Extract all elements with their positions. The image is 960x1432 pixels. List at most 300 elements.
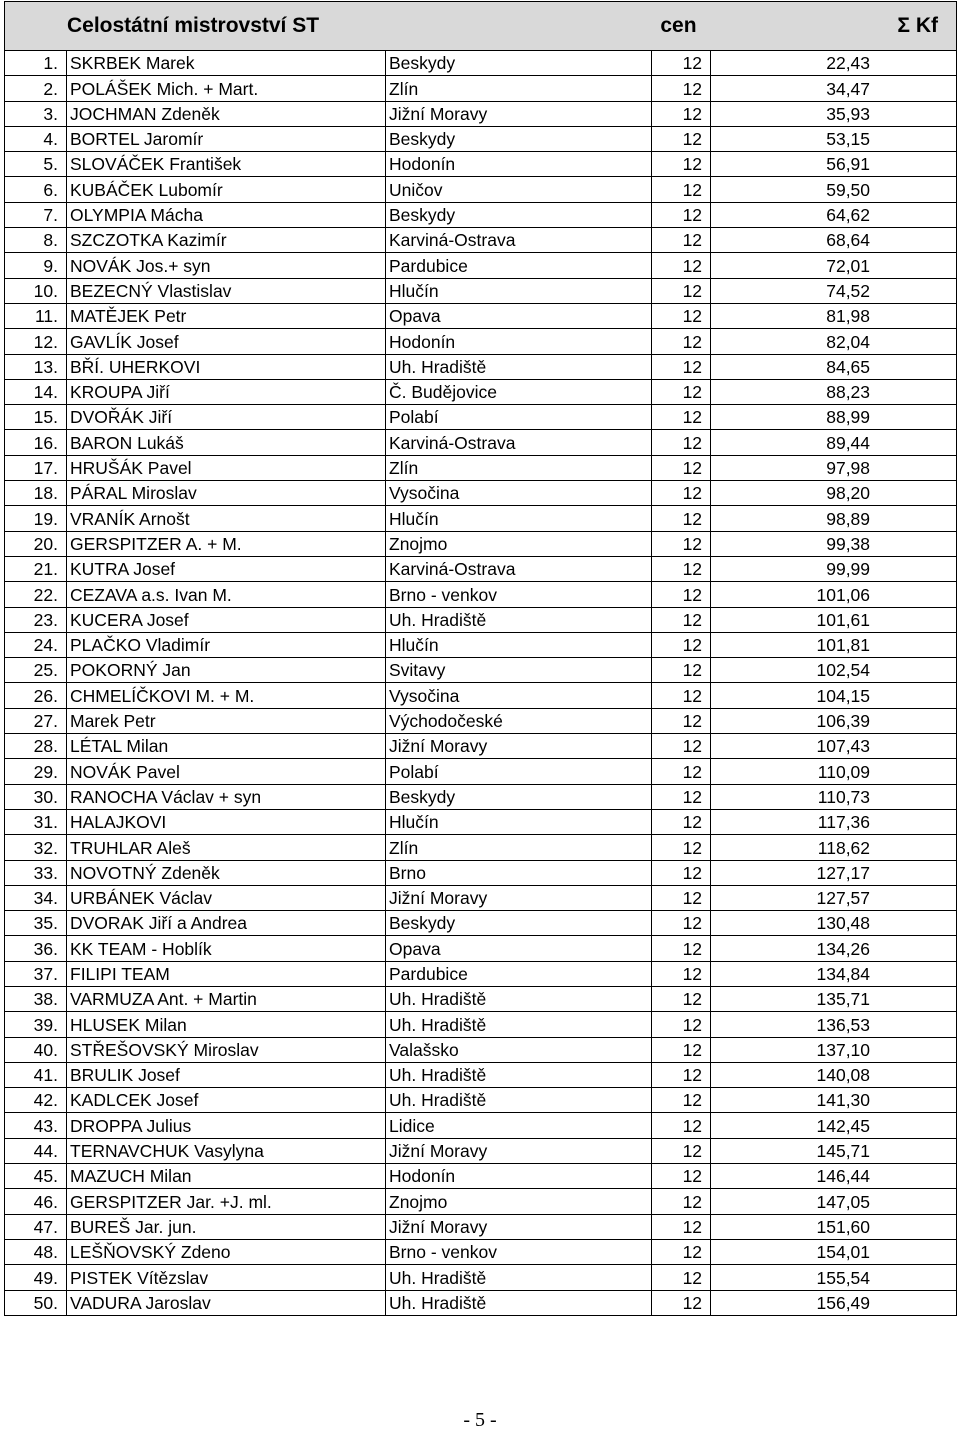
rank-cell: 1. (5, 51, 67, 76)
kf-cell: 98,20 (711, 481, 957, 506)
table-row (5, 632, 957, 657)
cen-cell: 12 (652, 1214, 711, 1239)
name-cell: TRUHLAR Aleš (67, 835, 386, 860)
kf-cell: 130,48 (711, 911, 957, 936)
cen-cell: 12 (652, 607, 711, 632)
kf-cell: 110,73 (711, 784, 957, 809)
kf-cell: 110,09 (711, 759, 957, 784)
kf-cell: 68,64 (711, 228, 957, 253)
kf-cell: 140,08 (711, 1062, 957, 1087)
rank-cell: 28. (5, 734, 67, 759)
name-cell: CHMELÍČKOVI M. + M. (67, 683, 386, 708)
cen-cell: 12 (652, 961, 711, 986)
table-row (5, 1037, 957, 1062)
rank-cell: 10. (5, 278, 67, 303)
club-cell: Pardubice (386, 253, 652, 278)
cen-cell: 12 (652, 809, 711, 834)
cen-cell: 12 (652, 253, 711, 278)
kf-cell: 59,50 (711, 177, 957, 202)
club-cell: Jižní Moravy (386, 885, 652, 910)
cen-cell: 12 (652, 303, 711, 328)
kf-cell: 118,62 (711, 835, 957, 860)
cen-cell: 12 (652, 278, 711, 303)
name-cell: HLUSEK Milan (67, 1012, 386, 1037)
cen-cell: 12 (652, 556, 711, 581)
rank-cell: 22. (5, 582, 67, 607)
club-cell: Znojmo (386, 1189, 652, 1214)
cen-cell: 12 (652, 1138, 711, 1163)
kf-cell: 101,06 (711, 582, 957, 607)
name-cell: KUTRA Josef (67, 556, 386, 581)
cen-cell: 12 (652, 101, 711, 126)
table-row (5, 76, 957, 101)
cen-cell: 12 (652, 1265, 711, 1290)
rank-cell: 49. (5, 1265, 67, 1290)
table-row (5, 253, 957, 278)
rank-cell: 13. (5, 354, 67, 379)
rank-cell: 47. (5, 1214, 67, 1239)
rank-cell: 11. (5, 303, 67, 328)
name-cell: PÁRAL Miroslav (67, 481, 386, 506)
table-row (5, 202, 957, 227)
kf-cell: 98,89 (711, 506, 957, 531)
cen-cell: 12 (652, 177, 711, 202)
rank-cell: 46. (5, 1189, 67, 1214)
table-row (5, 126, 957, 151)
rank-cell: 27. (5, 708, 67, 733)
rank-cell: 43. (5, 1113, 67, 1138)
cen-cell: 12 (652, 228, 711, 253)
cen-cell: 12 (652, 455, 711, 480)
name-cell: HALAJKOVI (67, 809, 386, 834)
rank-cell: 32. (5, 835, 67, 860)
kf-cell: 156,49 (711, 1290, 957, 1315)
page-number: - 5 - (463, 1409, 497, 1431)
cen-cell: 12 (652, 379, 711, 404)
rank-cell: 2. (5, 76, 67, 101)
name-cell: RANOCHA Václav + syn (67, 784, 386, 809)
cen-cell: 12 (652, 1239, 711, 1264)
name-cell: POLÁŠEK Mich. + Mart. (67, 76, 386, 101)
name-cell: VRANÍK Arnošt (67, 506, 386, 531)
cen-cell: 12 (652, 1113, 711, 1138)
kf-cell: 134,26 (711, 936, 957, 961)
kf-cell: 56,91 (711, 152, 957, 177)
club-cell: Hlučín (386, 278, 652, 303)
kf-cell: 155,54 (711, 1265, 957, 1290)
table-row (5, 531, 957, 556)
kf-cell: 151,60 (711, 1214, 957, 1239)
cen-cell: 12 (652, 936, 711, 961)
kf-cell: 117,36 (711, 809, 957, 834)
cen-cell: 12 (652, 632, 711, 657)
rank-cell: 18. (5, 481, 67, 506)
club-cell: Jižní Moravy (386, 734, 652, 759)
club-cell: Beskydy (386, 784, 652, 809)
table-row (5, 405, 957, 430)
kf-cell: 82,04 (711, 329, 957, 354)
table-row (5, 1062, 957, 1087)
kf-cell: 101,81 (711, 632, 957, 657)
club-cell: Uh. Hradiště (386, 1088, 652, 1113)
name-cell: TERNAVCHUK Vasylyna (67, 1138, 386, 1163)
table-row (5, 51, 957, 76)
kf-cell: 101,61 (711, 607, 957, 632)
name-cell: GERSPITZER Jar. +J. ml. (67, 1189, 386, 1214)
club-cell: Karviná-Ostrava (386, 228, 652, 253)
kf-cell: 147,05 (711, 1189, 957, 1214)
rank-cell: 36. (5, 936, 67, 961)
kf-cell: 74,52 (711, 278, 957, 303)
rank-cell: 40. (5, 1037, 67, 1062)
table-row (5, 1189, 957, 1214)
rank-cell: 44. (5, 1138, 67, 1163)
rank-cell: 29. (5, 759, 67, 784)
name-cell: SLOVÁČEK František (67, 152, 386, 177)
table-title: Celostátní mistrovství ST (5, 2, 652, 51)
club-cell: Karviná-Ostrava (386, 430, 652, 455)
club-cell: Beskydy (386, 126, 652, 151)
table-row (5, 911, 957, 936)
rank-cell: 21. (5, 556, 67, 581)
kf-cell: 99,99 (711, 556, 957, 581)
club-cell: Brno - venkov (386, 1239, 652, 1264)
club-cell: Hodonín (386, 329, 652, 354)
table-row (5, 506, 957, 531)
cen-cell: 12 (652, 759, 711, 784)
table-row (5, 228, 957, 253)
rank-cell: 45. (5, 1164, 67, 1189)
cen-cell: 12 (652, 152, 711, 177)
rank-cell: 19. (5, 506, 67, 531)
rank-cell: 17. (5, 455, 67, 480)
club-cell: Beskydy (386, 911, 652, 936)
kf-cell: 154,01 (711, 1239, 957, 1264)
table-row (5, 1239, 957, 1264)
club-cell: Znojmo (386, 531, 652, 556)
table-row (5, 1012, 957, 1037)
cen-cell: 12 (652, 1164, 711, 1189)
table-row (5, 734, 957, 759)
cen-cell: 12 (652, 430, 711, 455)
name-cell: DVORAK Jiří a Andrea (67, 911, 386, 936)
name-cell: PLAČKO Vladimír (67, 632, 386, 657)
rank-cell: 7. (5, 202, 67, 227)
club-cell: Uh. Hradiště (386, 354, 652, 379)
kf-cell: 89,44 (711, 430, 957, 455)
kf-cell: 134,84 (711, 961, 957, 986)
club-cell: Uh. Hradiště (386, 1290, 652, 1315)
club-cell: Uh. Hradiště (386, 1012, 652, 1037)
kf-cell: 137,10 (711, 1037, 957, 1062)
table-row (5, 683, 957, 708)
kf-cell: 136,53 (711, 1012, 957, 1037)
name-cell: DVOŘÁK Jiří (67, 405, 386, 430)
cen-cell: 12 (652, 582, 711, 607)
club-cell: Uh. Hradiště (386, 607, 652, 632)
name-cell: VARMUZA Ant. + Martin (67, 986, 386, 1011)
rank-cell: 23. (5, 607, 67, 632)
rank-cell: 8. (5, 228, 67, 253)
table-row (5, 329, 957, 354)
name-cell: NOVÁK Jos.+ syn (67, 253, 386, 278)
table-row (5, 860, 957, 885)
club-cell: Zlín (386, 76, 652, 101)
cen-cell: 12 (652, 354, 711, 379)
header-kf-sum: Σ Kf (711, 2, 957, 51)
kf-cell: 22,43 (711, 51, 957, 76)
rank-cell: 14. (5, 379, 67, 404)
name-cell: STŘEŠOVSKÝ Miroslav (67, 1037, 386, 1062)
club-cell: Lidice (386, 1113, 652, 1138)
club-cell: Hlučín (386, 809, 652, 834)
cen-cell: 12 (652, 1088, 711, 1113)
name-cell: KUBÁČEK Lubomír (67, 177, 386, 202)
club-cell: Hlučín (386, 506, 652, 531)
cen-cell: 12 (652, 1012, 711, 1037)
table-row (5, 582, 957, 607)
rank-cell: 38. (5, 986, 67, 1011)
kf-cell: 35,93 (711, 101, 957, 126)
cen-cell: 12 (652, 126, 711, 151)
club-cell: Uh. Hradiště (386, 1062, 652, 1087)
club-cell: Beskydy (386, 51, 652, 76)
table-row (5, 1088, 957, 1113)
table-row (5, 759, 957, 784)
rank-cell: 41. (5, 1062, 67, 1087)
kf-cell: 145,71 (711, 1138, 957, 1163)
club-cell: Opava (386, 936, 652, 961)
rank-cell: 33. (5, 860, 67, 885)
table-row (5, 607, 957, 632)
club-cell: Jižní Moravy (386, 101, 652, 126)
rank-cell: 34. (5, 885, 67, 910)
table-row (5, 658, 957, 683)
name-cell: LÉTAL Milan (67, 734, 386, 759)
table-row (5, 101, 957, 126)
name-cell: KROUPA Jiří (67, 379, 386, 404)
cen-cell: 12 (652, 1189, 711, 1214)
rank-cell: 26. (5, 683, 67, 708)
cen-cell: 12 (652, 76, 711, 101)
club-cell: Jižní Moravy (386, 1214, 652, 1239)
kf-cell: 102,54 (711, 658, 957, 683)
club-cell: Vysočina (386, 481, 652, 506)
cen-cell: 12 (652, 911, 711, 936)
rank-cell: 15. (5, 405, 67, 430)
table-row (5, 986, 957, 1011)
results-table (4, 1, 957, 1316)
name-cell: Marek Petr (67, 708, 386, 733)
cen-cell: 12 (652, 1062, 711, 1087)
rank-cell: 42. (5, 1088, 67, 1113)
cen-cell: 12 (652, 405, 711, 430)
club-cell: Zlín (386, 835, 652, 860)
kf-cell: 97,98 (711, 455, 957, 480)
table-row (5, 556, 957, 581)
name-cell: CEZAVA a.s. Ivan M. (67, 582, 386, 607)
table-row (5, 177, 957, 202)
kf-cell: 107,43 (711, 734, 957, 759)
rank-cell: 39. (5, 1012, 67, 1037)
table-row (5, 1265, 957, 1290)
kf-cell: 84,65 (711, 354, 957, 379)
club-cell: Polabí (386, 405, 652, 430)
cen-cell: 12 (652, 708, 711, 733)
kf-cell: 106,39 (711, 708, 957, 733)
kf-cell: 127,17 (711, 860, 957, 885)
cen-cell: 12 (652, 734, 711, 759)
name-cell: BEZECNÝ Vlastislav (67, 278, 386, 303)
name-cell: PISTEK Vítězslav (67, 1265, 386, 1290)
club-cell: Č. Budějovice (386, 379, 652, 404)
rank-cell: 37. (5, 961, 67, 986)
cen-cell: 12 (652, 986, 711, 1011)
name-cell: GERSPITZER A. + M. (67, 531, 386, 556)
kf-cell: 81,98 (711, 303, 957, 328)
table-row (5, 835, 957, 860)
table-row (5, 885, 957, 910)
table-row (5, 1214, 957, 1239)
rank-cell: 3. (5, 101, 67, 126)
club-cell: Valašsko (386, 1037, 652, 1062)
rank-cell: 30. (5, 784, 67, 809)
kf-cell: 53,15 (711, 126, 957, 151)
cen-cell: 12 (652, 885, 711, 910)
kf-cell: 146,44 (711, 1164, 957, 1189)
table-row (5, 1164, 957, 1189)
name-cell: HRUŠÁK Pavel (67, 455, 386, 480)
kf-cell: 34,47 (711, 76, 957, 101)
kf-cell: 88,99 (711, 405, 957, 430)
name-cell: BARON Lukáš (67, 430, 386, 455)
name-cell: KK TEAM - Hoblík (67, 936, 386, 961)
kf-cell: 64,62 (711, 202, 957, 227)
cen-cell: 12 (652, 1290, 711, 1315)
rank-cell: 31. (5, 809, 67, 834)
club-cell: Jižní Moravy (386, 1138, 652, 1163)
kf-cell: 135,71 (711, 986, 957, 1011)
club-cell: Zlín (386, 455, 652, 480)
table-row (5, 936, 957, 961)
kf-cell: 141,30 (711, 1088, 957, 1113)
club-cell: Beskydy (386, 202, 652, 227)
table-row (5, 1113, 957, 1138)
rank-cell: 4. (5, 126, 67, 151)
table-row (5, 1138, 957, 1163)
cen-cell: 12 (652, 784, 711, 809)
club-cell: Východočeské (386, 708, 652, 733)
name-cell: URBÁNEK Václav (67, 885, 386, 910)
name-cell: GAVLÍK Josef (67, 329, 386, 354)
table-row (5, 354, 957, 379)
club-cell: Hodonín (386, 1164, 652, 1189)
table-row (5, 278, 957, 303)
cen-cell: 12 (652, 202, 711, 227)
name-cell: NOVÁK Pavel (67, 759, 386, 784)
rank-cell: 16. (5, 430, 67, 455)
table-row (5, 708, 957, 733)
table-row (5, 379, 957, 404)
club-cell: Vysočina (386, 683, 652, 708)
name-cell: VADURA Jaroslav (67, 1290, 386, 1315)
club-cell: Uh. Hradiště (386, 986, 652, 1011)
rank-cell: 48. (5, 1239, 67, 1264)
cen-cell: 12 (652, 658, 711, 683)
name-cell: BUREŠ Jar. jun. (67, 1214, 386, 1239)
cen-cell: 12 (652, 506, 711, 531)
club-cell: Karviná-Ostrava (386, 556, 652, 581)
table-row (5, 961, 957, 986)
rank-cell: 25. (5, 658, 67, 683)
name-cell: BRULIK Josef (67, 1062, 386, 1087)
header-row (5, 2, 957, 51)
club-cell: Hodonín (386, 152, 652, 177)
table-row (5, 303, 957, 328)
name-cell: LEŠŇOVSKÝ Zdeno (67, 1239, 386, 1264)
club-cell: Polabí (386, 759, 652, 784)
club-cell: Pardubice (386, 961, 652, 986)
kf-cell: 127,57 (711, 885, 957, 910)
kf-cell: 88,23 (711, 379, 957, 404)
name-cell: OLYMPIA Mácha (67, 202, 386, 227)
rank-cell: 50. (5, 1290, 67, 1315)
name-cell: SKRBEK Marek (67, 51, 386, 76)
table-row (5, 1290, 957, 1315)
club-cell: Opava (386, 303, 652, 328)
results-table-body (5, 2, 957, 1316)
kf-cell: 104,15 (711, 683, 957, 708)
table-row (5, 455, 957, 480)
name-cell: MATĚJEK Petr (67, 303, 386, 328)
name-cell: KUCERA Josef (67, 607, 386, 632)
name-cell: DROPPA Julius (67, 1113, 386, 1138)
table-row (5, 481, 957, 506)
table-row (5, 152, 957, 177)
rank-cell: 5. (5, 152, 67, 177)
name-cell: NOVOTNÝ Zdeněk (67, 860, 386, 885)
name-cell: FILIPI TEAM (67, 961, 386, 986)
rank-cell: 6. (5, 177, 67, 202)
name-cell: SZCZOTKA Kazimír (67, 228, 386, 253)
club-cell: Hlučín (386, 632, 652, 657)
cen-cell: 12 (652, 329, 711, 354)
cen-cell: 12 (652, 1037, 711, 1062)
club-cell: Brno - venkov (386, 582, 652, 607)
rank-cell: 9. (5, 253, 67, 278)
name-cell: BORTEL Jaromír (67, 126, 386, 151)
header-cen: cen (652, 2, 711, 51)
name-cell: KADLCEK Josef (67, 1088, 386, 1113)
kf-cell: 72,01 (711, 253, 957, 278)
kf-cell: 142,45 (711, 1113, 957, 1138)
table-row (5, 809, 957, 834)
club-cell: Uničov (386, 177, 652, 202)
cen-cell: 12 (652, 51, 711, 76)
table-row (5, 430, 957, 455)
cen-cell: 12 (652, 531, 711, 556)
rank-cell: 20. (5, 531, 67, 556)
name-cell: POKORNÝ Jan (67, 658, 386, 683)
rank-cell: 24. (5, 632, 67, 657)
name-cell: BŘÍ. UHERKOVI (67, 354, 386, 379)
club-cell: Uh. Hradiště (386, 1265, 652, 1290)
club-cell: Svitavy (386, 658, 652, 683)
rank-cell: 35. (5, 911, 67, 936)
kf-cell: 99,38 (711, 531, 957, 556)
name-cell: MAZUCH Milan (67, 1164, 386, 1189)
cen-cell: 12 (652, 860, 711, 885)
